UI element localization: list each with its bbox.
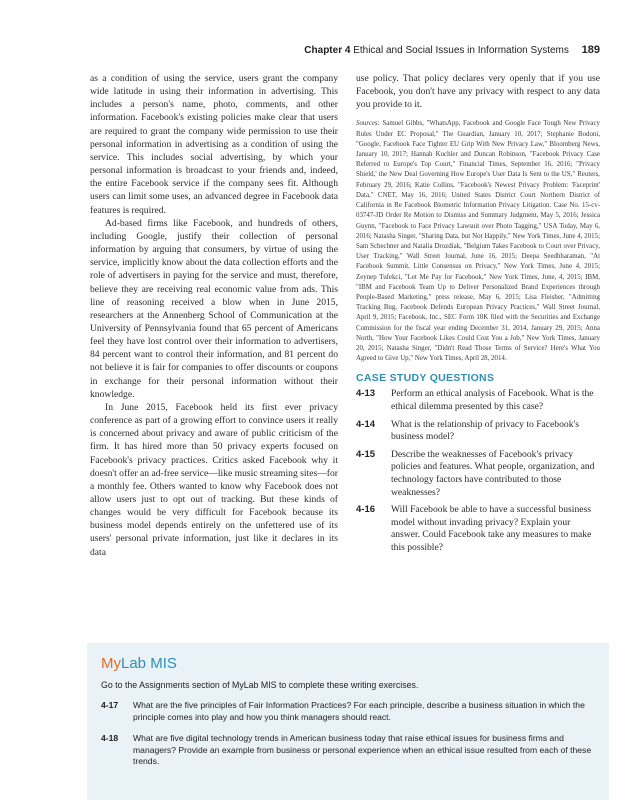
question-number: 4-15 — [356, 448, 376, 460]
case-study-heading: CASE STUDY QUESTIONS — [356, 372, 495, 385]
question-text: What is the relationship of privacy to Facebook's business model? — [391, 418, 579, 443]
exercise-number: 4-18 — [101, 733, 119, 744]
mylab-title-my: My — [101, 655, 121, 672]
question-number: 4-13 — [356, 388, 376, 400]
page-header — [0, 44, 600, 56]
question-text: Will Facebook be able to have a successful business model without invading privacy? Explain your answer. Could Facebook take any measures to make this possible? — [391, 504, 592, 553]
question-text: Describe the weaknesses of Facebook's privacy policies and features. What people, organization, and technology factors have contributed to those weaknesses? — [391, 448, 595, 498]
case-question — [356, 504, 600, 554]
mylab-title-rest: Lab MIS — [121, 655, 177, 672]
chapter-label: Chapter 4 — [304, 45, 351, 56]
mylab-title — [101, 655, 595, 672]
case-question — [356, 419, 600, 444]
question-text: Perform an ethical analysis of Facebook. What is the ethical dilemma presented by this case? — [391, 388, 594, 412]
exercise-text: What are the five principles of Fair Information Practices? For each principle, describe a business situation in which the principle comes into play and how you think managers should react. — [133, 700, 585, 722]
body-paragraph: In June 2015, Facebook held its first ever privacy conference as part of a growing effort to convince users it really is concerned about privacy and aware of public criticism of the firm. It has hired more than 50 privacy experts focused on Facebook's privacy practices. Critics asked Facebook why it doesn't offer an ad-free service—like music streaming sites—for a monthly fee. Others wanted to know why Facebook does not allow users just to opt out of tracking. But these kinds of changes would be very difficult for Facebook because its business model depends entirely on the unfettered use of its users' personal private information, just like it declares in its data — [90, 401, 338, 558]
body-paragraph: use policy. That policy declares very openly that if you use Facebook, you don't have any privacy with respect to any data you provide to it. — [356, 73, 600, 111]
mylab-box — [87, 643, 609, 800]
mylab-instructions: Go to the Assignments section of MyLab MIS to complete these writing exercises. — [101, 680, 419, 690]
right-column — [356, 72, 600, 559]
chapter-title: Ethical and Social Issues in Information Systems — [353, 45, 569, 56]
page-number: 189 — [581, 44, 600, 56]
left-column — [90, 72, 338, 559]
writing-exercise — [101, 733, 595, 768]
sources-label: Sources: — [356, 120, 380, 128]
body-paragraph: as a condition of using the service, users grant the company wide latitude in using their information in advertising. This includes a person's name, photo, comments, and other information. Facebook's existing policies make clear that users are required to grant the company wide permission to use their personal information in advertising as a condition of using the service. This includes social advertising, by which your personal information is broadcast to your friends and, indeed, the entire Facebook service if the company sees fit. Although users can limit some uses, an advanced degree in Facebook data features is required. — [90, 73, 338, 216]
question-number: 4-16 — [356, 504, 376, 516]
sources-text: Samuel Gibbs, "WhatsApp, Facebook and Google Face Tough New Privacy Rules Under EC Proposal," The Guardian, January 10, 2017; Stephanie Bodoni, "Google, Facebook Face Tighter EU Grip With New Privacy Law," Bloomberg News, January 10, 2017; Hannah Kuchler and Duncan Robinson, "Facebook Privacy Case Referred to Europe's Top Court," Financial Times, September 16, 2016; "Privacy Shield,' the New Deal Governing How Europe's User Data Is Sent to the US," Reuters, February 29, 2016; Katie Collins, "Facebook's Newest Privacy Problem: 'Faceprint' Data," CNET, May 16, 2016; United States District Court Northern District of California in Re Facebook Biometric Information Privacy Litigation. Case No. 15-cv-03747-JD Order Re Motion to Dismiss and Summary Judgment, May 5, 2016; Jessica Guynn, "Facebook to Face Privacy Lawsuit over Photo Tagging," USA Today, May 6, 2016; Natasha Singer, "Sharing Data, but Not Happily," New York Times, June 4, 2015; Sam Schechner and Natalia Drozdiak, "Belgium Takes Facebook to Court over Privacy, User Tracking," Wall Street Journal, June 16, 2015; Deepa Seedhharaman, "At Facebook Summit, Little Consensus on Privacy," New York Times, June 4, 2015; Zeynep Tufekci, "Let Me Pay for Facebook," New York Times, June, 4, 2015; IBM, "IBM and Facebook Team Up to Deliver Personalized Brand Experiences through People-Based Marketing," press release, May 6, 2015; Lisa Fleisher, "Admitting Tracking Bug, Facebook Defends European Privacy Practices," Wall Street Journal, April 9, 2015; Facebook, Inc., SEC Form 10K filed with the Securities and Exchange Commission for the fiscal year ending December 31, 2014, January 29, 2015; Anna North, "How Your Facebook Likes Could Cost You a Job," New York Times, January 20, 2015; Natasha Singer, "Didn't Read Those Terms of Service? Here's What You Agreed to Give Up," New York Times, April 28, 2014. — [356, 120, 600, 363]
body-paragraph: Ad-based firms like Facebook, and hundreds of others, including Google, justify their collection of personal information by arguing that consumers, by virtue of using the service, implicitly know about the data collection efforts and the role of advertisers in paying for the service and must, therefore, believe they are receiving real economic value from ads. This line of reasoning received a blow when in June 2015, researchers at the Annenberg School of Communication at the University of Pennsylvania found that 65 percent of Americans feel they have lost control over their information to advertisers, 84 percent want to control their information, and 81 percent do not believe it is fair for companies to offer discounts or coupons in exchange for their personal information without their knowledge. — [90, 217, 338, 400]
exercise-number: 4-17 — [101, 700, 119, 710]
exercise-text: What are five digital technology trends in American business today that raise ethical issues for business firms and managers? Provide an example from business or personal experience when an ethical issue resulted from each of these trends. — [133, 733, 592, 767]
question-number: 4-14 — [356, 418, 376, 430]
writing-exercise — [101, 700, 595, 723]
sources-block — [356, 119, 600, 364]
case-question — [356, 449, 600, 499]
case-question — [356, 388, 600, 413]
